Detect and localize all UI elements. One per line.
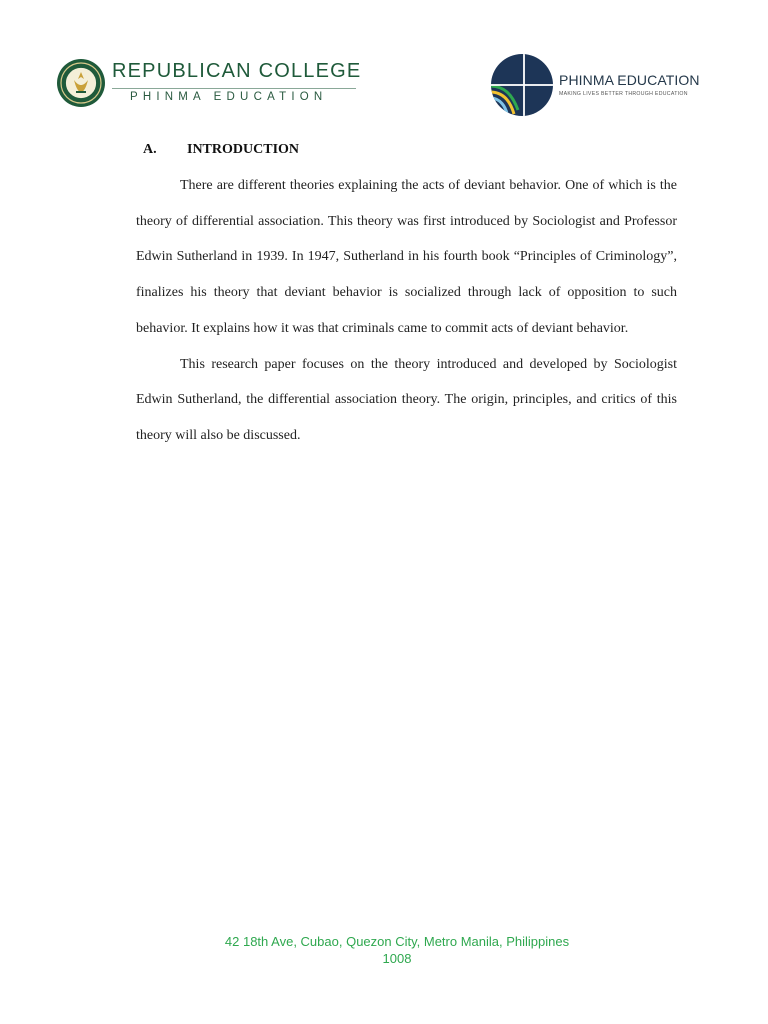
college-name: REPUBLICAN COLLEGE <box>112 60 362 82</box>
paragraph: There are different theories explaining the acts of deviant behavior. One of which is the theory of differential association. This theory was first introduced by Sociologist and Professor Edwin Sutherland in 1939. In 1947, Sutherland in his fourth book “Principles of Criminology”, finalizes his theory that deviant behavior is socialized through lack of opposition to such behavior. It explains how it was that criminals came to commit acts of deviant behavior. <box>136 178 677 336</box>
footer-postal-code: 1008 <box>382 951 412 966</box>
phinma-tagline: MAKING LIVES BETTER THROUGH EDUCATION <box>559 91 688 97</box>
college-subtitle: PHINMA EDUCATION <box>130 91 328 103</box>
phinma-name: PHINMA EDUCATION <box>559 72 700 88</box>
section-number: A. <box>143 142 157 157</box>
section-title: INTRODUCTION <box>187 142 300 157</box>
paragraph: This research paper focuses on the theory introduced and developed by Sociologist Edwin Sutherland, the differential association theory. The origin, principles, and critics of this theory will also be discussed. <box>136 356 677 443</box>
section-heading <box>143 142 299 158</box>
phinma-logo <box>490 52 710 122</box>
college-seal-icon <box>56 58 106 108</box>
body-text <box>136 168 677 454</box>
college-divider <box>112 88 356 89</box>
footer-address <box>0 933 768 967</box>
footer-address-line: 42 18th Ave, Cubao, Quezon City, Metro Manila, Philippines <box>224 934 570 949</box>
phinma-emblem-icon <box>490 52 554 118</box>
college-logo <box>56 58 366 114</box>
